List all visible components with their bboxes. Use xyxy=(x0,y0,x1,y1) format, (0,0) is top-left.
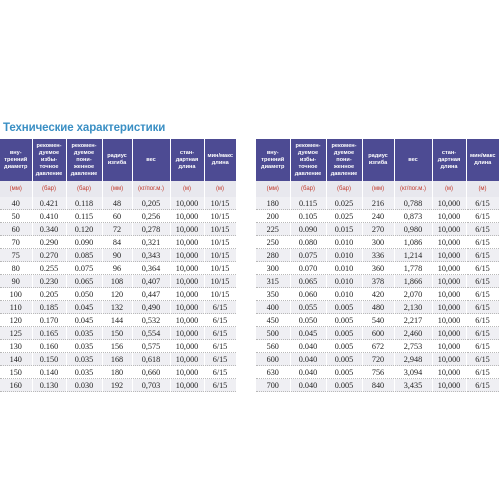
table-row xyxy=(256,223,499,236)
table-cell: 180 xyxy=(102,366,132,379)
table-cell: 0,205 xyxy=(132,197,170,210)
table-row xyxy=(256,327,499,340)
table-cell: 0.290 xyxy=(32,236,66,249)
table-cell: 0.035 xyxy=(66,353,102,366)
table-cell: 756 xyxy=(362,366,394,379)
table-cell: 6/15 xyxy=(466,210,499,223)
table-cell: 0.045 xyxy=(66,314,102,327)
table-cell: 10,000 xyxy=(432,301,466,314)
table-row xyxy=(256,197,499,210)
table-cell: 0.010 xyxy=(326,262,362,275)
table-cell: 0.170 xyxy=(32,314,66,327)
table-cell: 0,532 xyxy=(132,314,170,327)
table-row xyxy=(0,366,236,379)
table-cell: 0.055 xyxy=(290,301,326,314)
table-cell: 10/15 xyxy=(204,223,236,236)
table-cell: 10,000 xyxy=(170,262,204,275)
unit-cell: (бар) xyxy=(66,181,102,197)
col-header-overpressure: рекомен- дуемое избы- точное давление xyxy=(32,139,66,181)
table-cell: 72 xyxy=(102,223,132,236)
table-cell: 630 xyxy=(256,366,290,379)
table-cell: 240 xyxy=(362,210,394,223)
table-cell: 0.005 xyxy=(326,340,362,353)
table-row xyxy=(0,314,236,327)
table-cell: 270 xyxy=(362,223,394,236)
table-row xyxy=(0,327,236,340)
table-cell: 0.270 xyxy=(32,249,66,262)
table-cell: 10,000 xyxy=(432,314,466,327)
table-cell: 0.255 xyxy=(32,262,66,275)
table-cell: 10,000 xyxy=(170,249,204,262)
table-cell: 0,618 xyxy=(132,353,170,366)
table-row xyxy=(0,236,236,249)
table-cell: 280 xyxy=(256,249,290,262)
table-cell: 300 xyxy=(362,236,394,249)
table-row xyxy=(0,340,236,353)
table-cell: 0.010 xyxy=(326,288,362,301)
unit-cell: (бар) xyxy=(32,181,66,197)
table-row xyxy=(256,314,499,327)
col-header-bend-radius: радиус изгиба xyxy=(362,139,394,181)
table-cell: 125 xyxy=(0,327,32,340)
table-row xyxy=(0,379,236,392)
table-cell: 378 xyxy=(362,275,394,288)
table-cell: 600 xyxy=(256,353,290,366)
table-row xyxy=(256,379,499,392)
table-cell: 6/15 xyxy=(466,275,499,288)
table-cell: 10/15 xyxy=(204,288,236,301)
table-cell: 10,000 xyxy=(432,197,466,210)
table-cell: 300 xyxy=(256,262,290,275)
table-cell: 3,094 xyxy=(394,366,432,379)
col-header-inner-diameter: вну- тренний диаметр xyxy=(256,139,290,181)
specs-table-right xyxy=(256,139,500,392)
table-cell: 0.065 xyxy=(66,275,102,288)
table-row xyxy=(256,275,499,288)
table-cell: 0.025 xyxy=(326,197,362,210)
table-cell: 672 xyxy=(362,340,394,353)
table-row xyxy=(256,366,499,379)
table-cell: 90 xyxy=(102,249,132,262)
table-cell: 0.005 xyxy=(326,353,362,366)
table-cell: 400 xyxy=(256,301,290,314)
table-cell: 70 xyxy=(0,236,32,249)
table-cell: 0.115 xyxy=(290,197,326,210)
unit-cell: (м) xyxy=(170,181,204,197)
table-cell: 0.160 xyxy=(32,340,66,353)
section-title: Технические характеристики xyxy=(3,122,166,134)
table-cell: 0.005 xyxy=(326,301,362,314)
table-cell: 10,000 xyxy=(170,288,204,301)
table-cell: 0.410 xyxy=(32,210,66,223)
table-cell: 10/15 xyxy=(204,197,236,210)
table-cell: 0.050 xyxy=(66,288,102,301)
table-cell: 600 xyxy=(362,327,394,340)
table-cell: 0,490 xyxy=(132,301,170,314)
col-header-underpressure: рекомен- дуемое пони- женное давление xyxy=(66,139,102,181)
table-row xyxy=(0,353,236,366)
table-cell: 0.065 xyxy=(290,275,326,288)
table-cell: 0.005 xyxy=(326,379,362,392)
table-cell: 48 xyxy=(102,197,132,210)
table-cell: 0.230 xyxy=(32,275,66,288)
table-cell: 0.120 xyxy=(66,223,102,236)
table-cell: 700 xyxy=(256,379,290,392)
table-cell: 6/15 xyxy=(466,249,499,262)
table-cell: 0,407 xyxy=(132,275,170,288)
table-cell: 0.080 xyxy=(290,236,326,249)
col-header-standard-length: стан- дартная длина xyxy=(170,139,204,181)
table-cell: 10,000 xyxy=(432,249,466,262)
table-cell: 0.060 xyxy=(290,288,326,301)
table-cell: 0.005 xyxy=(326,366,362,379)
table-cell: 1,214 xyxy=(394,249,432,262)
table-cell: 6/15 xyxy=(466,262,499,275)
units-row xyxy=(0,181,236,197)
table-cell: 144 xyxy=(102,314,132,327)
table-cell: 6/15 xyxy=(466,301,499,314)
table-cell: 0.130 xyxy=(32,379,66,392)
table-cell: 0.118 xyxy=(66,197,102,210)
table-cell: 200 xyxy=(256,210,290,223)
table-cell: 0.010 xyxy=(326,249,362,262)
table-cell: 0.015 xyxy=(326,223,362,236)
table-cell: 500 xyxy=(256,327,290,340)
table-cell: 6/15 xyxy=(466,366,499,379)
table-cell: 0,575 xyxy=(132,340,170,353)
table-cell: 10,000 xyxy=(170,301,204,314)
table-cell: 90 xyxy=(0,275,32,288)
table-cell: 150 xyxy=(102,327,132,340)
table-cell: 10,000 xyxy=(170,366,204,379)
table-cell: 10,000 xyxy=(432,327,466,340)
table-cell: 10,000 xyxy=(432,236,466,249)
table-cell: 2,070 xyxy=(394,288,432,301)
table-cell: 2,753 xyxy=(394,340,432,353)
table-cell: 2,460 xyxy=(394,327,432,340)
unit-cell: (бар) xyxy=(326,181,362,197)
table-cell: 10,000 xyxy=(170,327,204,340)
table-cell: 0,364 xyxy=(132,262,170,275)
table-cell: 0.030 xyxy=(66,379,102,392)
table-row xyxy=(256,288,499,301)
table-cell: 0,343 xyxy=(132,249,170,262)
table-cell: 192 xyxy=(102,379,132,392)
table-row xyxy=(0,223,236,236)
table-cell: 0.075 xyxy=(290,249,326,262)
table-cell: 0,788 xyxy=(394,197,432,210)
col-header-weight: вес xyxy=(132,139,170,181)
table-cell: 0.035 xyxy=(66,340,102,353)
unit-cell: (бар) xyxy=(290,181,326,197)
table-cell: 150 xyxy=(0,366,32,379)
table-cell: 168 xyxy=(102,353,132,366)
table-cell: 10/15 xyxy=(204,275,236,288)
header-row xyxy=(0,139,236,181)
table-cell: 0.070 xyxy=(290,262,326,275)
table-cell: 840 xyxy=(362,379,394,392)
table-cell: 10/15 xyxy=(204,249,236,262)
table-cell: 120 xyxy=(0,314,32,327)
table-cell: 0,703 xyxy=(132,379,170,392)
header-row xyxy=(256,139,499,181)
col-header-min-max-length: мин/макс длина xyxy=(204,139,236,181)
table-row xyxy=(0,301,236,314)
table-cell: 10,000 xyxy=(432,288,466,301)
table-cell: 0.421 xyxy=(32,197,66,210)
table-cell: 10,000 xyxy=(170,197,204,210)
table-cell: 6/15 xyxy=(204,301,236,314)
table-row xyxy=(256,249,499,262)
table-cell: 360 xyxy=(362,262,394,275)
col-header-bend-radius: радиус изгиба xyxy=(102,139,132,181)
col-header-standard-length: стан- дартная длина xyxy=(432,139,466,181)
table-row xyxy=(0,249,236,262)
table-cell: 6/15 xyxy=(466,197,499,210)
table-cell: 0.075 xyxy=(66,262,102,275)
table-cell: 350 xyxy=(256,288,290,301)
units-row xyxy=(256,181,499,197)
table-cell: 50 xyxy=(0,210,32,223)
table-row xyxy=(256,340,499,353)
table-cell: 84 xyxy=(102,236,132,249)
table-cell: 0,660 xyxy=(132,366,170,379)
table-cell: 0.005 xyxy=(326,314,362,327)
table-cell: 480 xyxy=(362,301,394,314)
table-cell: 10,000 xyxy=(170,236,204,249)
unit-cell: (мм) xyxy=(0,181,32,197)
table-row xyxy=(0,288,236,301)
table-cell: 0.090 xyxy=(66,236,102,249)
table-row xyxy=(256,301,499,314)
table-cell: 450 xyxy=(256,314,290,327)
table-cell: 10,000 xyxy=(170,379,204,392)
unit-cell: (м) xyxy=(432,181,466,197)
table-cell: 6/15 xyxy=(204,353,236,366)
table-cell: 0.150 xyxy=(32,353,66,366)
table-cell: 108 xyxy=(102,275,132,288)
table-cell: 0.040 xyxy=(290,379,326,392)
table-cell: 10,000 xyxy=(432,210,466,223)
table-cell: 10,000 xyxy=(432,353,466,366)
table-cell: 10,000 xyxy=(432,379,466,392)
table-cell: 10,000 xyxy=(432,262,466,275)
table-cell: 80 xyxy=(0,262,32,275)
table-cell: 10,000 xyxy=(432,223,466,236)
table-cell: 0.165 xyxy=(32,327,66,340)
table-cell: 0.085 xyxy=(66,249,102,262)
table-cell: 96 xyxy=(102,262,132,275)
table-cell: 10,000 xyxy=(170,210,204,223)
table-cell: 40 xyxy=(0,197,32,210)
table-cell: 132 xyxy=(102,301,132,314)
table-cell: 75 xyxy=(0,249,32,262)
table-cell: 0.035 xyxy=(66,327,102,340)
table-cell: 0.140 xyxy=(32,366,66,379)
table-cell: 10,000 xyxy=(170,275,204,288)
table-cell: 0,873 xyxy=(394,210,432,223)
table-cell: 130 xyxy=(0,340,32,353)
table-cell: 10,000 xyxy=(432,366,466,379)
table-cell: 560 xyxy=(256,340,290,353)
table-cell: 0.050 xyxy=(290,314,326,327)
table-cell: 6/15 xyxy=(466,353,499,366)
table-cell: 540 xyxy=(362,314,394,327)
table-cell: 60 xyxy=(102,210,132,223)
table-cell: 160 xyxy=(0,379,32,392)
table-cell: 2,948 xyxy=(394,353,432,366)
table-cell: 250 xyxy=(256,236,290,249)
table-cell: 0.040 xyxy=(290,353,326,366)
table-cell: 0,980 xyxy=(394,223,432,236)
col-header-inner-diameter: вну- тренний диаметр xyxy=(0,139,32,181)
table-cell: 10/15 xyxy=(204,236,236,249)
table-cell: 0.010 xyxy=(326,236,362,249)
table-cell: 6/15 xyxy=(204,340,236,353)
unit-cell: (м) xyxy=(204,181,236,197)
table-cell: 156 xyxy=(102,340,132,353)
table-cell: 6/15 xyxy=(204,379,236,392)
table-cell: 10/15 xyxy=(204,262,236,275)
table-cell: 6/15 xyxy=(466,223,499,236)
table-cell: 6/15 xyxy=(466,288,499,301)
table-cell: 0,256 xyxy=(132,210,170,223)
unit-cell: (кг/пог.м.) xyxy=(132,181,170,197)
table-row xyxy=(0,197,236,210)
table-cell: 0,321 xyxy=(132,236,170,249)
table-cell: 6/15 xyxy=(204,314,236,327)
table-cell: 0.045 xyxy=(66,301,102,314)
table-cell: 0.105 xyxy=(290,210,326,223)
table-cell: 0.340 xyxy=(32,223,66,236)
col-header-underpressure: рекомен- дуемое пони- женное давление xyxy=(326,139,362,181)
table-cell: 1,778 xyxy=(394,262,432,275)
table-cell: 0,554 xyxy=(132,327,170,340)
table-cell: 6/15 xyxy=(466,327,499,340)
table-row xyxy=(256,236,499,249)
table-cell: 6/15 xyxy=(204,327,236,340)
table-cell: 0.010 xyxy=(326,275,362,288)
table-cell: 336 xyxy=(362,249,394,262)
table-cell: 10,000 xyxy=(170,314,204,327)
table-row xyxy=(0,210,236,223)
unit-cell: (мм) xyxy=(362,181,394,197)
table-cell: 2,217 xyxy=(394,314,432,327)
unit-cell: (мм) xyxy=(102,181,132,197)
table-cell: 0.090 xyxy=(290,223,326,236)
col-header-overpressure: рекомен- дуемое избы- точное давление xyxy=(290,139,326,181)
col-header-weight: вес xyxy=(394,139,432,181)
table-cell: 10,000 xyxy=(432,340,466,353)
unit-cell: (кг/пог.м.) xyxy=(394,181,432,197)
table-cell: 10,000 xyxy=(170,223,204,236)
table-cell: 110 xyxy=(0,301,32,314)
table-cell: 0.040 xyxy=(290,340,326,353)
table-row xyxy=(256,262,499,275)
table-cell: 225 xyxy=(256,223,290,236)
table-cell: 0.045 xyxy=(290,327,326,340)
table-row xyxy=(0,275,236,288)
table-cell: 2,130 xyxy=(394,301,432,314)
col-header-min-max-length: мин/макс длина xyxy=(466,139,499,181)
unit-cell: (мм) xyxy=(256,181,290,197)
table-cell: 0.115 xyxy=(66,210,102,223)
table-cell: 6/15 xyxy=(466,340,499,353)
table-cell: 0.035 xyxy=(66,366,102,379)
table-cell: 120 xyxy=(102,288,132,301)
table-cell: 100 xyxy=(0,288,32,301)
table-cell: 3,435 xyxy=(394,379,432,392)
table-row xyxy=(0,262,236,275)
table-cell: 0.205 xyxy=(32,288,66,301)
table-cell: 10,000 xyxy=(170,353,204,366)
table-cell: 0.185 xyxy=(32,301,66,314)
table-cell: 0,447 xyxy=(132,288,170,301)
table-cell: 6/15 xyxy=(204,366,236,379)
table-row xyxy=(256,210,499,223)
table-cell: 315 xyxy=(256,275,290,288)
table-cell: 180 xyxy=(256,197,290,210)
table-cell: 0,278 xyxy=(132,223,170,236)
table-cell: 216 xyxy=(362,197,394,210)
unit-cell: (м) xyxy=(466,181,499,197)
table-cell: 10/15 xyxy=(204,210,236,223)
table-cell: 0.005 xyxy=(326,327,362,340)
table-cell: 60 xyxy=(0,223,32,236)
table-cell: 10,000 xyxy=(170,340,204,353)
table-cell: 0.040 xyxy=(290,366,326,379)
table-cell: 10,000 xyxy=(432,275,466,288)
table-cell: 6/15 xyxy=(466,379,499,392)
table-cell: 1,086 xyxy=(394,236,432,249)
table-row xyxy=(256,353,499,366)
table-cell: 1,866 xyxy=(394,275,432,288)
table-cell: 140 xyxy=(0,353,32,366)
table-cell: 6/15 xyxy=(466,314,499,327)
table-cell: 420 xyxy=(362,288,394,301)
specs-table-left xyxy=(0,139,237,392)
table-cell: 6/15 xyxy=(466,236,499,249)
table-cell: 720 xyxy=(362,353,394,366)
table-cell: 0.025 xyxy=(326,210,362,223)
